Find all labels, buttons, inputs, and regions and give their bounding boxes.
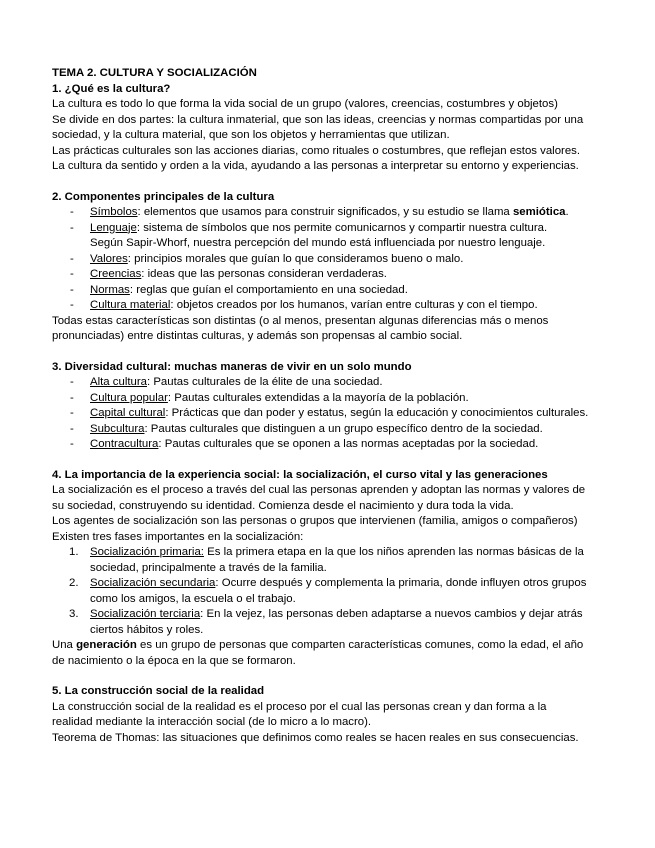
term-socializacion-secundaria: Socialización secundaria — [90, 577, 216, 589]
term-socializacion-terciaria: Socialización terciaria — [90, 608, 201, 620]
section-3-heading: 3. Diversidad cultural: muchas maneras de vivir en un solo mundo — [52, 360, 412, 373]
section-4-heading: 4. La importancia de la experiencia social: la socialización, el curso vital y las generaciones — [52, 468, 548, 481]
list-item-lenguaje-cont: Según Sapir-Whorf, nuestra percepción del mundo está influenciada por nuestro lenguaje. — [90, 237, 546, 249]
term-cultura-popular: Cultura popular — [90, 391, 168, 404]
term-generacion: generación — [76, 639, 137, 651]
phase-item-secundaria: 2. Socialización secundaria: Ocurre después y complementa la primaria, donde influyen otros grupos — [69, 577, 587, 589]
list-item-valores: - Valores: principios morales que guían lo que consideramos bueno o malo. — [70, 252, 464, 265]
term-cultura-material: Cultura material — [90, 299, 171, 311]
phase-item-terciaria: 3. Socialización terciaria: En la vejez, las personas deben adaptarse a nuevos cambios y dejar atrás — [69, 608, 583, 620]
document-page — [52, 66, 612, 746]
document-title: TEMA 2. CULTURA Y SOCIALIZACIÓN — [52, 67, 257, 79]
list-item-alta-cultura: - Alta cultura: Pautas culturales de la élite de una sociedad. — [70, 376, 383, 388]
section-1-paragraph: Las prácticas culturales son las acciones diarias, como rituales o costumbres, que reflejan estos valores. — [52, 144, 581, 157]
term-simbolos: Símbolos — [90, 206, 138, 218]
section-1-heading: 1. ¿Qué es la cultura? — [52, 82, 171, 95]
term-contracultura: Contracultura — [90, 438, 159, 450]
section-4-paragraph: La socialización es el proceso a través del cual las personas aprenden y adoptan las normas y valores de — [52, 484, 586, 496]
phase-item-primaria-cont: sociedad, principalmente a través de la familia. — [90, 561, 327, 574]
term-valores: Valores — [90, 252, 128, 265]
section-2-closing: pronunciadas) entre distintas culturas, y además son propensas al cambio social. — [52, 330, 463, 342]
term-subcultura: Subcultura — [90, 422, 145, 435]
list-item-subcultura: - Subcultura: Pautas culturales que distinguen a un grupo específico dentro de la sociedad. — [70, 422, 543, 435]
section-1-paragraph: La cultura da sentido y orden a la vida, ayudando a las personas a interpretar su entorno y experiencias. — [52, 160, 579, 172]
generation-paragraph: Una generación es un grupo de personas que comparten características comunes, como la edad, el año — [52, 639, 584, 651]
term-normas: Normas — [90, 283, 130, 296]
list-item-lenguaje: - Lenguaje: sistema de símbolos que nos permite comunicarnos y compartir nuestra cultura. — [70, 221, 548, 234]
list-item-normas: - Normas: reglas que guían el comportamiento en una sociedad. — [70, 283, 408, 296]
list-item-simbolos: - Símbolos: elementos que usamos para construir significados, y su estudio se llama semiótica. — [70, 206, 569, 218]
section-1-paragraph: Se divide en dos partes: la cultura inmaterial, que son las ideas, creencias y normas compartidas por una — [52, 113, 584, 126]
term-semiotica: semiótica — [512, 206, 566, 218]
section-1-paragraph: La cultura es todo lo que forma la vida social de un grupo (valores, creencias, costumbres y objetos) — [52, 98, 558, 110]
term-lenguaje: Lenguaje — [90, 221, 137, 234]
section-5-paragraph: Teorema de Thomas: las situaciones que definimos como reales se hacen reales en sus consecuencias. — [52, 731, 579, 744]
list-item-cultura-material: - Cultura material: objetos creados por los humanos, varían entre culturas y con el tiempo. — [70, 299, 538, 311]
section-2-closing: Todas estas características son distintas (o al menos, presentan algunas diferencias más o menos — [52, 314, 549, 327]
term-capital-cultural: Capital cultural — [90, 407, 166, 419]
section-4-paragraph: Los agentes de socialización son las personas o grupos que intervienen (familia, amigos o compañeros) — [52, 515, 578, 527]
section-5-paragraph: realidad mediante la interacción social (de lo micro a lo macro). — [52, 716, 372, 728]
term-alta-cultura: Alta cultura — [90, 376, 147, 388]
generation-paragraph-cont: de nacimiento o la época en la que se formaron. — [52, 654, 296, 667]
section-2-heading: 2. Componentes principales de la cultura — [52, 190, 275, 203]
section-5-heading: 5. La construcción social de la realidad — [52, 685, 265, 697]
phase-item-terciaria-cont: ciertos hábitos y roles. — [90, 623, 204, 636]
phase-item-secundaria-cont: como los amigos, la escuela o el trabajo. — [90, 592, 296, 605]
term-creencias: Creencias — [90, 268, 142, 280]
section-4-paragraph: su sociedad, construyendo su identidad. Comienza desde el nacimiento y dura toda la vida. — [52, 499, 514, 512]
term-socializacion-primaria: Socialización primaria: — [90, 546, 204, 558]
list-item-capital-cultural: - Capital cultural: Prácticas que dan poder y estatus, según la educación y conocimientos culturales. — [70, 407, 589, 419]
list-item-creencias: - Creencias: ideas que las personas consideran verdaderas. — [70, 268, 387, 280]
section-1-paragraph: sociedad, y la cultura material, que son los objetos y herramientas que utilizan. — [52, 129, 450, 141]
phase-item-primaria: 1. Socialización primaria: Es la primera etapa en la que los niños aprenden las normas básicas de la — [69, 546, 584, 558]
list-item-cultura-popular: - Cultura popular: Pautas culturales extendidas a la mayoría de la población. — [70, 391, 469, 404]
section-5-paragraph: La construcción social de la realidad es el proceso por el cual las personas crean y dan forma a la — [52, 700, 547, 713]
section-4-paragraph: Existen tres fases importantes en la socialización: — [52, 530, 304, 543]
list-item-contracultura: - Contracultura: Pautas culturales que se oponen a las normas aceptadas por la sociedad. — [70, 438, 539, 450]
